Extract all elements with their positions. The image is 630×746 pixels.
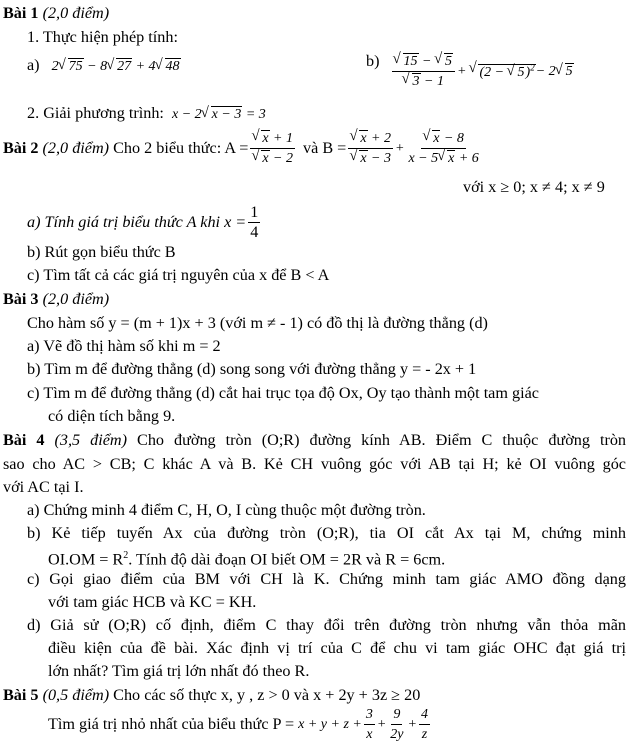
bai2-part-a [27, 204, 262, 241]
bai1-title: Bài 1 [3, 4, 39, 22]
bai3-title: Bài 3 [3, 290, 39, 308]
bai2-heading [3, 130, 483, 167]
bai1-b-fraction: √ 15 − √ 5 √ 3 − 1 [392, 53, 455, 90]
bai4-part-d-cont1: điều kiện của đề bài. Xác định vị trí của C để chu vi tam giác OHC đạt giá trị [48, 639, 626, 657]
bai4-part-a: a) Chứng minh 4 điểm C, H, O, I cùng thuộc một đường tròn. [27, 501, 426, 519]
bai1-q2-text: 2. Giải phương trình: [27, 104, 164, 122]
bai3-part-c-cont: có diện tích bằng 9. [48, 407, 176, 425]
bai5-frac-1: $\frac{3}{x}$ [365, 707, 373, 742]
bai2-and-B: và B = [303, 139, 347, 157]
bai2-a-text: a) Tính giá trị biểu thức A khi x = [27, 213, 247, 231]
bai1-part-a [27, 55, 181, 77]
bai1-q2 [27, 103, 266, 125]
bai4-intro-line2: sao cho AC > CB; C khác A và B. Kẻ CH vuông góc với AB tại H; kẻ OI vuông góc [3, 455, 626, 473]
bai2-expression-A: √ x + 1 √ x − 2 [250, 130, 295, 167]
bai1-b-label: b) [366, 51, 380, 70]
bai5-intro: Cho các số thực x, y , z > 0 và x + 2y + 3z ≥ 20 [113, 686, 421, 704]
bai4-part-d: d) Giả sử (O;R) cố định, điểm C thay đổi trên đường tròn nhưng vẫn thỏa mãn [27, 616, 626, 634]
bai3-heading [3, 289, 109, 309]
bai5-title: Bài 5 [3, 686, 39, 704]
bai5-question: Tìm giá trị nhỏ nhất của biểu thức P = x + y + z + $\frac{3}{x}$ + $\frac{9}{2y}$ + $\frac{4}{z}$ [48, 707, 428, 742]
bai1-a-expression: 2√ 75 − 8√ 27 + 4√ 48 [52, 59, 181, 74]
bai4-part-c: c) Gọi giao điểm của BM với CH là K. Chứng minh tam giác AMO đồng dạng [27, 570, 626, 588]
bai2-intro: Cho 2 biểu thức: A = [113, 139, 249, 157]
bai2-a-fraction: $\frac{1}{4}$ [250, 203, 259, 241]
bai3-part-c: c) Tìm m để đường thẳng (d) cắt hai trục tọa độ Ox, Oy tạo thành một tam giác [27, 384, 539, 402]
bai4-part-d-cont2: lớn nhất? Tìm giá trị lớn nhất đó theo R. [48, 662, 310, 680]
bai4-intro-line3: với AC tại I. [3, 478, 84, 496]
bai4-part-b-cont: $OI.OM = R^2$. Tính độ dài đoạn OI biết OM = 2R và R = 6cm. [48, 550, 446, 569]
bai4-title: Bài 4 [3, 431, 45, 449]
bai4-part-b: b) Kẻ tiếp tuyến Ax của đường tròn (O;R), tia OI cắt Ax tại M, chứng minh [27, 524, 626, 542]
bai2-part-b: b) Rút gọn biểu thức B [27, 243, 176, 261]
bai5-frac-3: $\frac{4}{z}$ [420, 707, 428, 742]
bai1-heading [3, 3, 109, 23]
bai1-points: (2,0 điểm) [42, 4, 110, 22]
bai1-q1-label: 1. Thực hiện phép tính: [27, 28, 178, 46]
bai3-part-a: a) Vẽ đồ thị hàm số khi m = 2 [27, 337, 221, 355]
bai2-points: (2,0 điểm) [42, 139, 110, 157]
bai3-points: (2,0 điểm) [42, 290, 110, 308]
bai5-frac-2: $\frac{9}{2y}$ [390, 707, 404, 742]
bai1-b-expression: √ 15 − √ 5 √ 3 − 1 + √ (2 − √ 5)$^2$ − 2 √ 5 [390, 53, 574, 90]
bai4-points: (3,5 điểm) [54, 431, 128, 449]
bai4-intro-line1: Cho đường tròn (O;R) đường kính AB. Điểm C thuộc đường tròn [137, 431, 627, 449]
bai5-points: (0,5 điểm) [42, 686, 110, 704]
bai4-part-c-cont: với tam giác HCB và KC = KH. [48, 593, 257, 611]
bai2-title: Bài 2 [3, 139, 39, 157]
bai2-condition: với x ≥ 0; x ≠ 4; x ≠ 9 [463, 178, 605, 196]
bai2-part-c: c) Tìm tất cả các giá trị nguyên của x để B < A [27, 266, 330, 284]
bai4-heading [3, 430, 626, 450]
bai2-expression-B-part1: √ x + 2 √ x − 3 [348, 130, 393, 167]
bai5-q-text: Tìm giá trị nhỏ nhất của biểu thức P = [48, 715, 295, 733]
bai5-P-pre: x + y + z + [298, 716, 362, 732]
bai1-a-label: a) [27, 56, 40, 74]
bai5-heading [3, 685, 420, 705]
bai1-part-b [366, 51, 574, 90]
bai1-q2-expression: x − 2√ x − 3 = 3 [172, 107, 266, 122]
bai3-intro: Cho hàm số y = (m + 1)x + 3 (với m ≠ - 1) có đồ thị là đường thẳng (d) [27, 314, 488, 332]
bai2-B-plus: + [394, 140, 405, 156]
bai2-expression-B-part2: √ $\frac{x - 8}{x - 5√ x + 6}$ [406, 130, 480, 167]
bai3-part-b: b) Tìm m để đường thẳng (d) song song với đường thẳng y = - 2x + 1 [27, 360, 477, 378]
